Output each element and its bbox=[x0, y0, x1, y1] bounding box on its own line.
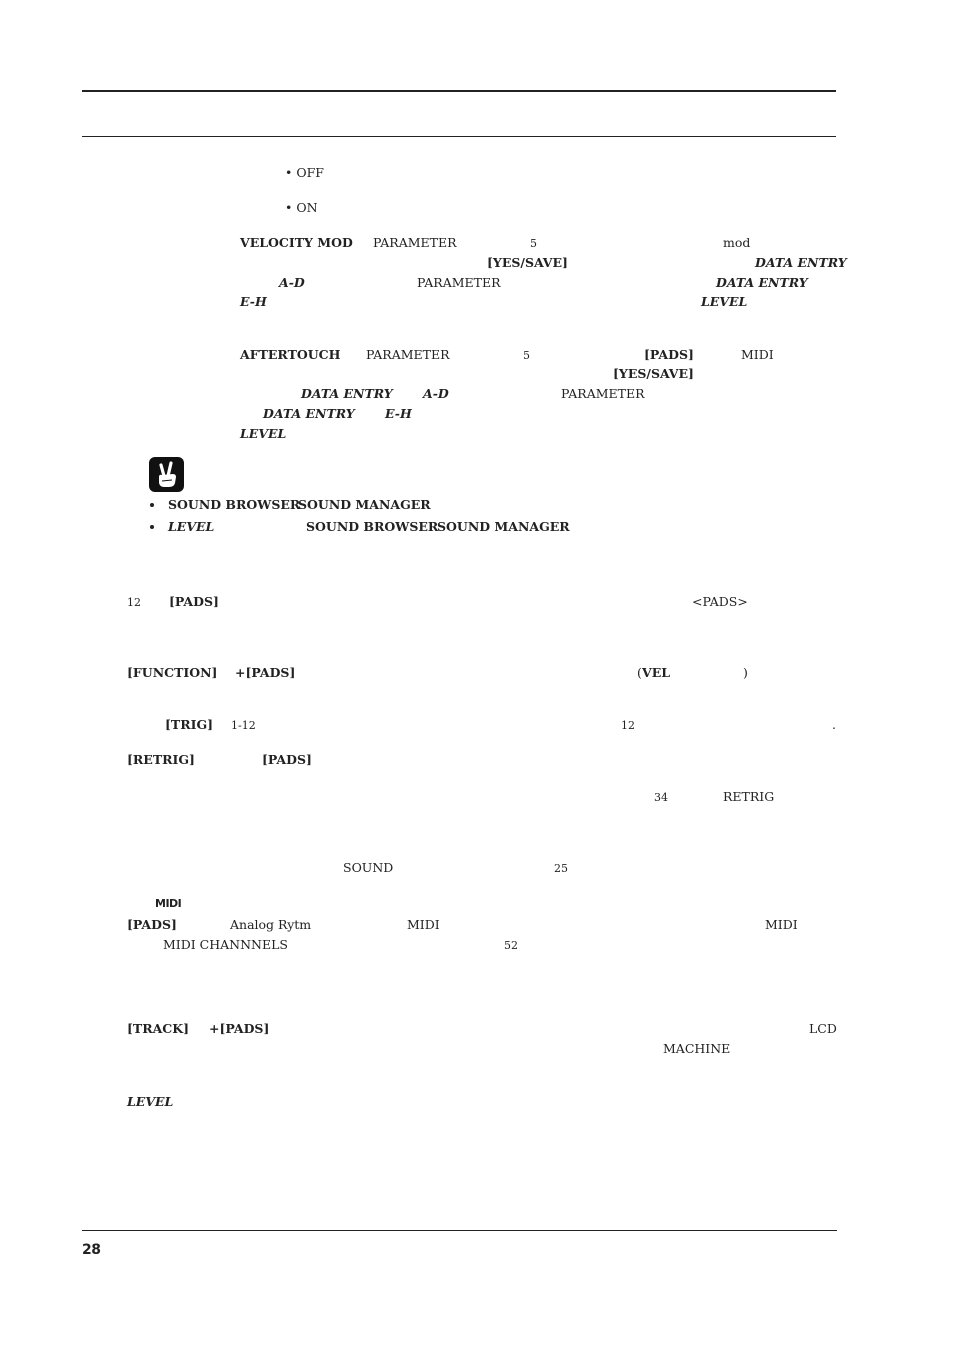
pads-key: [PADS] bbox=[262, 752, 312, 767]
lcd-word: LCD bbox=[809, 1021, 837, 1036]
data-entry-term: DATA ENTRY bbox=[755, 255, 847, 270]
midi-word: MIDI bbox=[741, 347, 774, 362]
parameter-word-2: PARAMETER bbox=[561, 386, 645, 401]
sound-browser-term: SOUND BROWSER bbox=[168, 497, 301, 512]
bullet-dot bbox=[150, 503, 154, 507]
sound-browser-term: SOUND BROWSER bbox=[306, 519, 439, 534]
note-hand-icon bbox=[149, 457, 184, 492]
level-term: LEVEL bbox=[127, 1094, 174, 1109]
aftertouch-term: AFTERTOUCH bbox=[240, 347, 341, 362]
page-number: 28 bbox=[82, 1242, 101, 1258]
mod-word: mod bbox=[723, 235, 751, 250]
plus-pads-key: +[PADS] bbox=[209, 1021, 270, 1036]
yes-save-key: [YES/SAVE] bbox=[487, 255, 568, 270]
level-term: LEVEL bbox=[701, 294, 748, 309]
plus-pads-key: +[PADS] bbox=[235, 665, 296, 680]
sound-manager-term: SOUND MANAGER bbox=[437, 519, 570, 534]
parameter-word: PARAMETER bbox=[366, 347, 450, 362]
function-key: [FUNCTION] bbox=[127, 665, 218, 680]
bullet-dot bbox=[150, 525, 154, 529]
level-term: LEVEL bbox=[168, 519, 215, 534]
page-ref-34: 34 bbox=[654, 791, 668, 804]
paren-close: ) bbox=[743, 665, 748, 680]
parameter-word-2: PARAMETER bbox=[417, 275, 501, 290]
page-ref-52: 52 bbox=[504, 939, 518, 952]
pads-key: [PADS] bbox=[169, 594, 219, 609]
sound-word: SOUND bbox=[343, 860, 394, 875]
sound-manager-term: SOUND MANAGER bbox=[298, 497, 431, 512]
midi-word-2: MIDI bbox=[765, 917, 798, 932]
analog-rytm-name: Analog Rytm bbox=[230, 917, 312, 932]
trig-key: [TRIG] bbox=[165, 717, 214, 732]
subheader-rule bbox=[82, 136, 836, 137]
eh-term: E-H bbox=[240, 294, 267, 309]
count-12: 12 bbox=[127, 596, 141, 609]
pads-key: [PADS] bbox=[644, 347, 694, 362]
yes-save-key: [YES/SAVE] bbox=[613, 366, 694, 381]
eh-term: E-H bbox=[385, 406, 412, 421]
level-term: LEVEL bbox=[240, 426, 287, 441]
option-on: • ON bbox=[285, 200, 318, 215]
midi-word: MIDI bbox=[407, 917, 440, 932]
page-ref: 5 bbox=[523, 349, 530, 362]
paren-open: ( bbox=[637, 665, 642, 680]
ad-term: A-D bbox=[279, 275, 305, 290]
trig-range: 1-12 bbox=[231, 719, 256, 732]
count-12: 12 bbox=[621, 719, 635, 732]
data-entry-term-2: DATA ENTRY bbox=[716, 275, 808, 290]
pads-key: [PADS] bbox=[127, 917, 177, 932]
parameter-word: PARAMETER bbox=[373, 235, 457, 250]
retrig-ref: RETRIG bbox=[723, 789, 775, 804]
retrig-key: [RETRIG] bbox=[127, 752, 195, 767]
page-ref: 5 bbox=[530, 237, 537, 250]
option-off: • OFF bbox=[285, 165, 324, 180]
page-ref-25: 25 bbox=[554, 862, 568, 875]
machine-word: MACHINE bbox=[663, 1041, 731, 1056]
data-entry-term: DATA ENTRY bbox=[301, 386, 393, 401]
period: . bbox=[832, 717, 836, 732]
ad-term: A-D bbox=[423, 386, 449, 401]
track-key: [TRACK] bbox=[127, 1021, 190, 1036]
pads-ref: <PADS> bbox=[692, 594, 748, 609]
footer-rule bbox=[82, 1230, 837, 1231]
data-entry-term-2: DATA ENTRY bbox=[263, 406, 355, 421]
midi-channels-ref: MIDI CHANNNELS bbox=[163, 937, 288, 952]
velocity-mod-term: VELOCITY MOD bbox=[240, 235, 353, 250]
vel-term: VEL bbox=[642, 665, 671, 680]
midi-heading: MIDI bbox=[155, 897, 182, 910]
header-rule bbox=[82, 90, 836, 92]
